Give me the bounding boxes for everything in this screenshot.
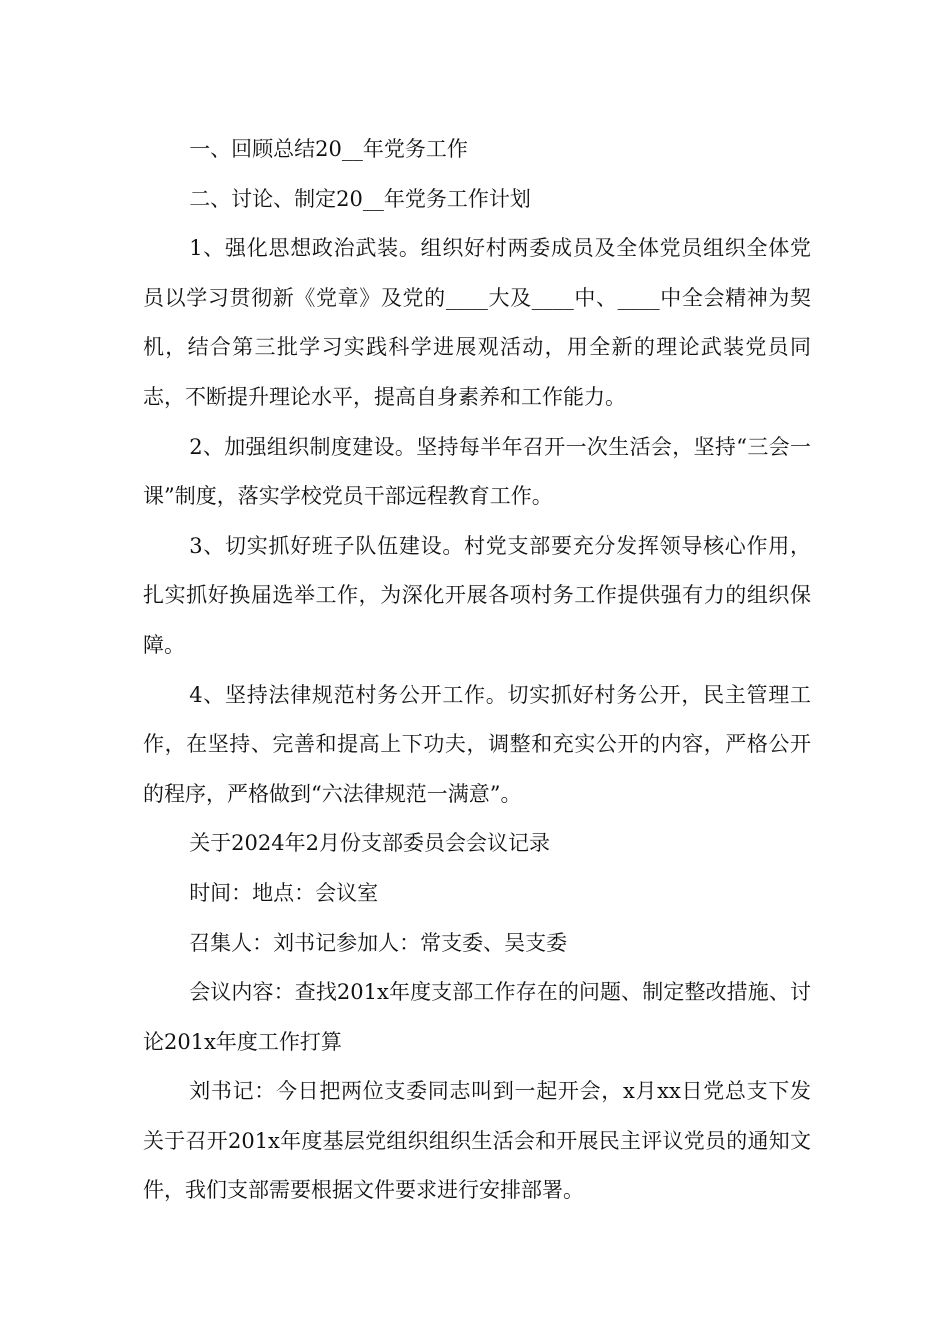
document-body xyxy=(143,125,811,1216)
paragraph-meeting-title: 关于2024年2月份支部委员会会议记录 xyxy=(189,831,550,856)
paragraph-item-2: 2、加强组织制度建设。坚持每半年召开一次生活会，坚持“三会一课”制度，落实学校党员干部远程教育工作。 xyxy=(143,434,811,509)
paragraph-plan-discussion: 二、讨论、制定20__年党务工作计划 xyxy=(189,186,531,211)
paragraph-review-summary: 一、回顾总结20__年党务工作 xyxy=(189,137,468,161)
paragraph-secretary-remarks: 刘书记：今日把两位支委同志叫到一起开会，x月xx日党总支下发关于召开201x年度基层党组织组织生活会和开展民主评议党员的通知文件，我们支部需要根据文件要求进行安排部署。 xyxy=(143,1079,811,1203)
paragraph-item-4: 4、坚持法律规范村务公开工作。切实抓好村务公开，民主管理工作，在坚持、完善和提高上下功夫，调整和充实公开的内容，严格公开的程序，严格做到“六法律规范一满意”。 xyxy=(143,682,811,806)
paragraph-meeting-time-place: 时间：地点：会议室 xyxy=(189,880,379,905)
paragraph-meeting-content: 会议内容：查找201x年度支部工作存在的问题、制定整改措施、讨论201x年度工作打算 xyxy=(143,980,811,1054)
paragraph-item-1: 1、强化思想政治武装。组织好村两委成员及全体党员组织全体党员以学习贯彻新《党章》及党的____大及____中、____中全会精神为契机，结合第三批学习实践科学进展观活动，用全新的理论武装党员同志，不断提升理论水平，提高自身素养和工作能力。 xyxy=(143,236,811,409)
paragraph-item-3: 3、切实抓好班子队伍建设。村党支部要充分发挥领导核心作用，扎实抓好换届选举工作，为深化开展各项村务工作提供强有力的组织保障。 xyxy=(143,533,811,657)
paragraph-meeting-convener: 召集人：刘书记参加人：常支委、吴支委 xyxy=(189,930,568,955)
